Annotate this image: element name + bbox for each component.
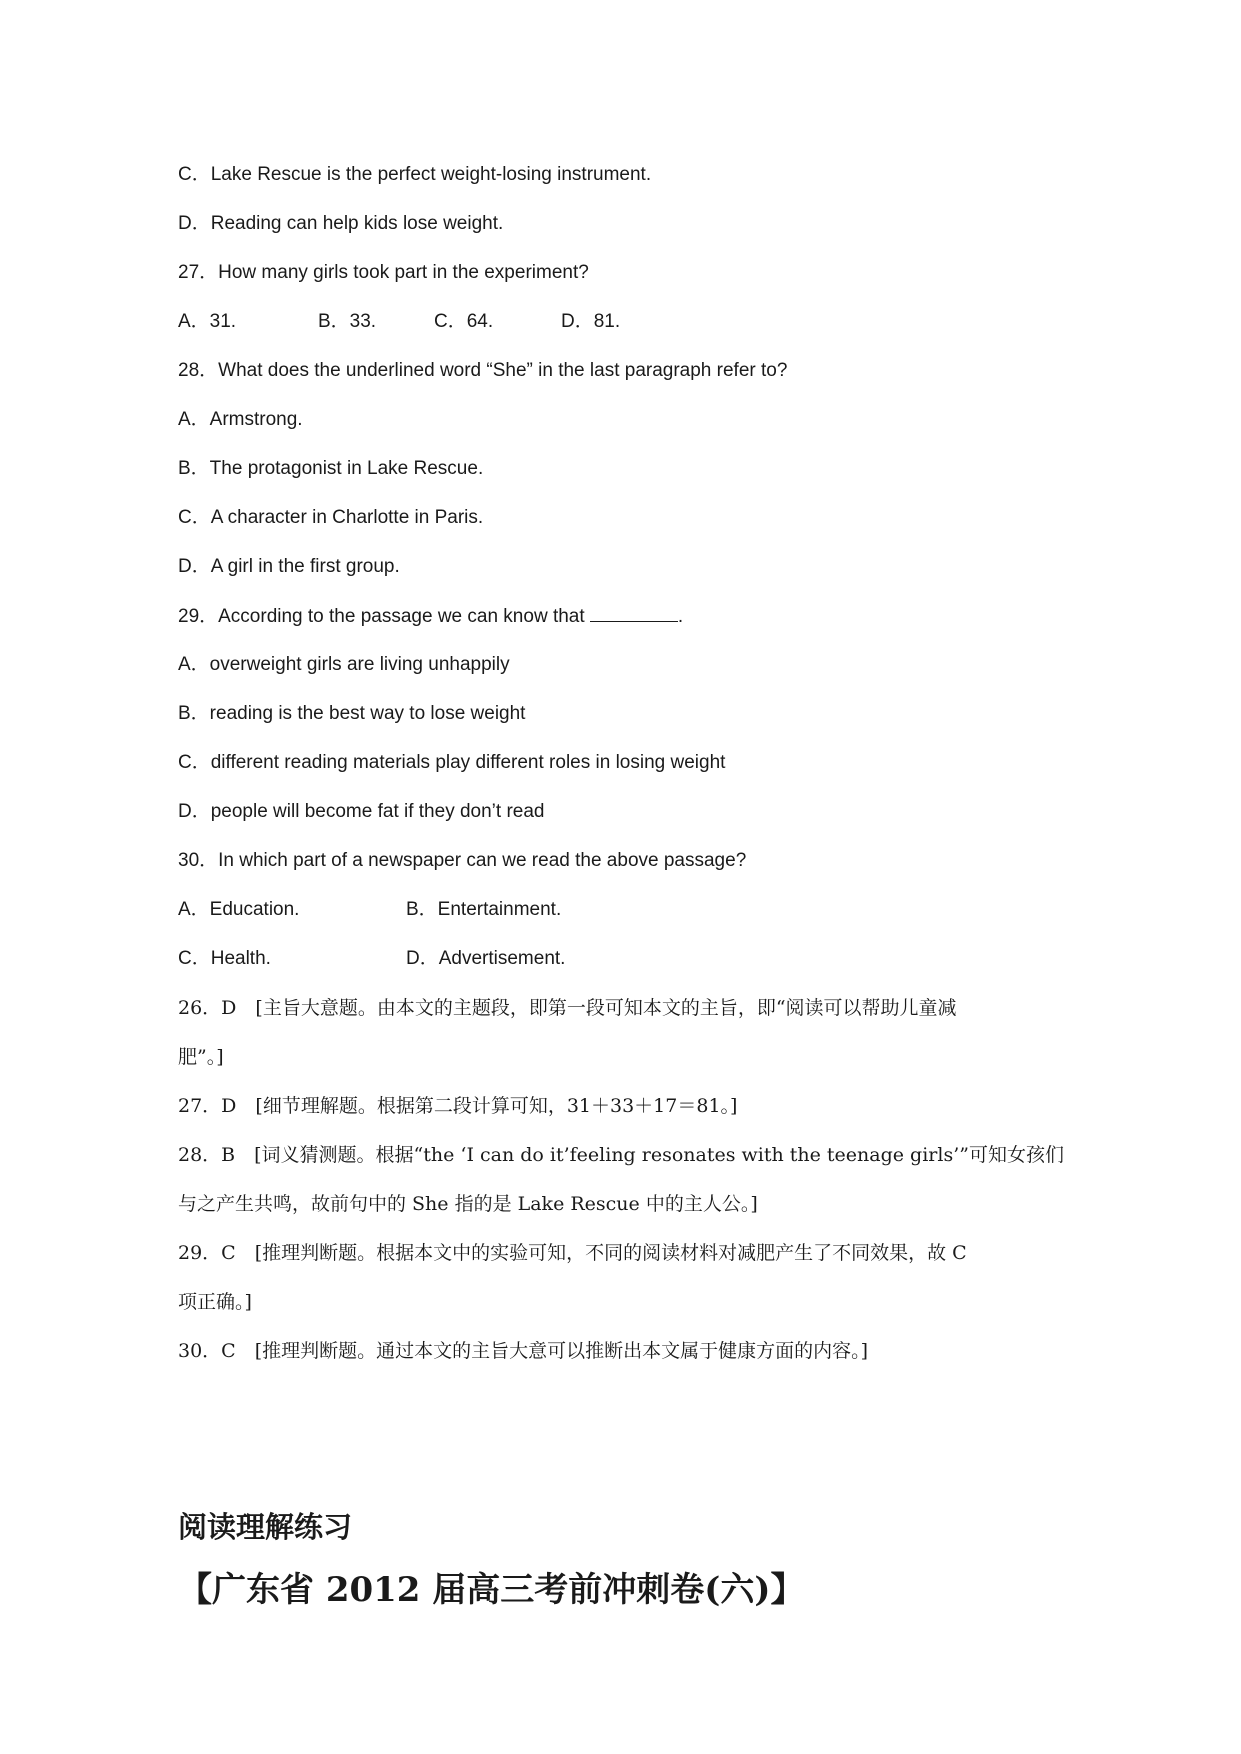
q27-option-c: C．64.: [434, 311, 494, 332]
answer-30: 30．C [推理判断题。通过本文的主旨大意可以推断出本文属于健康方面的内容。]: [178, 1340, 869, 1362]
q28-option-b: B．The protagonist in Lake Rescue.: [178, 458, 484, 479]
q27-options: [178, 309, 1178, 335]
q30-options-row1: [178, 897, 1178, 923]
answer-26-line2: 肥”。]: [178, 1046, 224, 1068]
answer-27: 27．D [细节理解题。根据第二段计算可知，31＋33＋17＝81。]: [178, 1095, 738, 1117]
q29-stem: 29．According to the passage we can know that: [178, 606, 585, 627]
q29-option-a: A．overweight girls are living unhappily: [178, 654, 510, 675]
q29-option-c: C．different reading materials play different roles in losing weight: [178, 752, 726, 773]
q30-option-b: B．Entertainment.: [406, 899, 562, 920]
answer-29-line1: 29．C [推理判断题。根据本文中的实验可知，不同的阅读材料对减肥产生了不同效果，故 C: [178, 1242, 967, 1264]
q29-option-b: B．reading is the best way to lose weight: [178, 703, 526, 724]
answer-28-line1: 28．B [词义猜测题。根据“the ‘I can do it’feeling resonates with the teenage girls’”可知女孩们: [178, 1144, 1064, 1166]
q28-option-a: A．Armstrong.: [178, 409, 303, 430]
q26-option-c: C．Lake Rescue is the perfect weight-losing instrument.: [178, 164, 652, 185]
q27-option-a: A．31.: [178, 311, 237, 332]
q30-option-c: C．Health.: [178, 948, 271, 969]
q30-option-a: A．Education.: [178, 899, 300, 920]
q30-option-d: D．Advertisement.: [406, 948, 566, 969]
q26-option-d: D．Reading can help kids lose weight.: [178, 213, 504, 234]
answer-28-line2: 与之产生共鸣，故前句中的 She 指的是 Lake Rescue 中的主人公。]: [178, 1193, 758, 1215]
q27-option-d: D．81.: [561, 311, 621, 332]
q29-stem-line: [178, 603, 683, 630]
answer-blank: [590, 603, 678, 622]
source-heading: 【广东省 2012 届高三考前冲刺卷(六)】: [178, 1570, 805, 1610]
q28-option-c: C．A character in Charlotte in Paris.: [178, 507, 484, 528]
answer-29-line2: 项正确。]: [178, 1291, 252, 1313]
q30-stem: 30．In which part of a newspaper can we read the above passage?: [178, 850, 747, 871]
q27-option-b: B．33.: [318, 311, 377, 332]
q27-stem: 27．How many girls took part in the experiment?: [178, 262, 589, 283]
q30-options-row2: [178, 946, 1178, 972]
answer-26-line1: 26．D [主旨大意题。由本文的主题段，即第一段可知本文的主旨，即“阅读可以帮助儿童减: [178, 997, 957, 1019]
section-heading: 阅读理解练习: [178, 1510, 353, 1544]
q28-stem: 28．What does the underlined word “She” in the last paragraph refer to?: [178, 360, 788, 381]
q28-option-d: D．A girl in the first group.: [178, 556, 400, 577]
q29-option-d: D．people will become fat if they don’t read: [178, 801, 545, 822]
q29-stem-end: .: [677, 606, 684, 627]
